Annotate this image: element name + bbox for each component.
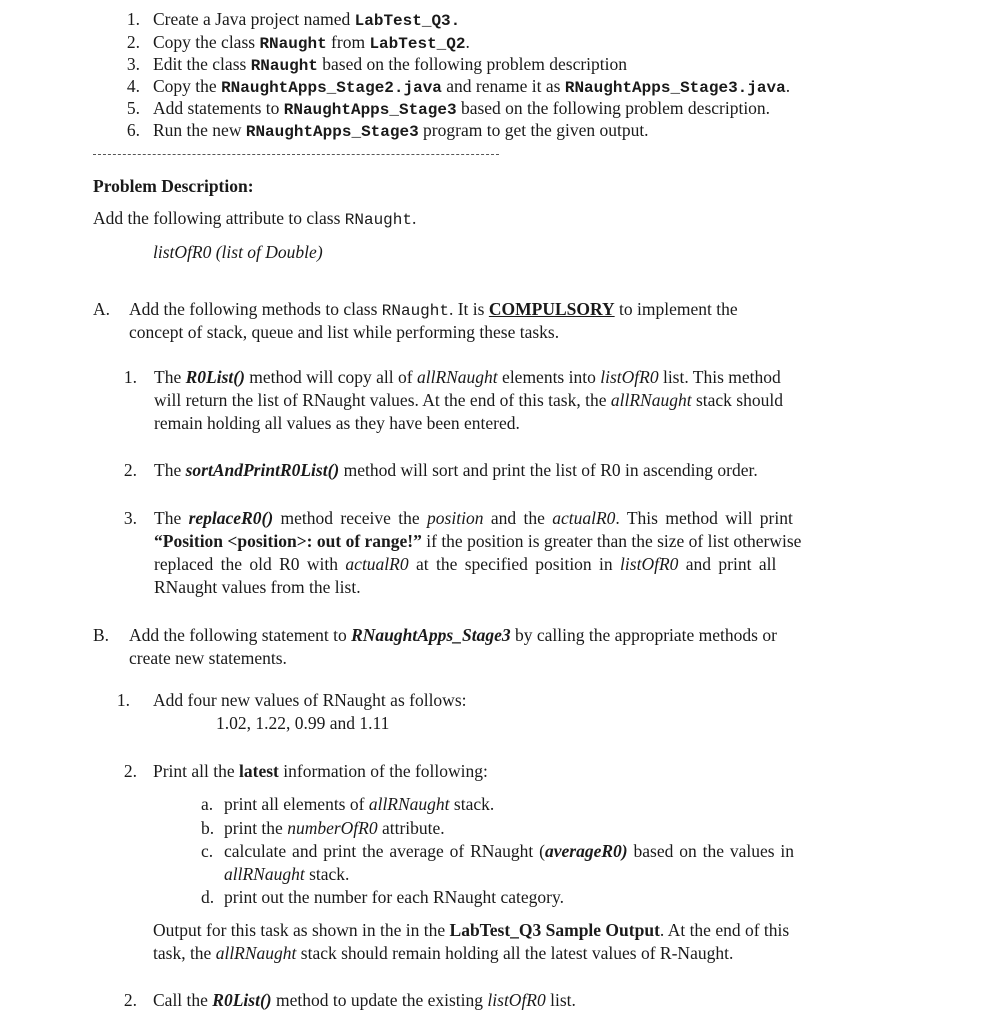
sub-label: c. (201, 841, 214, 861)
attribute-intro: Add the following attribute to class RNaught. (93, 208, 417, 229)
step-4: Copy the RNaughtApps_Stage2.java and rename it as RNaughtApps_Stage3.java. (153, 76, 791, 97)
sub-a: print all elements of allRNaught stack. (224, 794, 495, 814)
a3-line-4: RNaught values from the list. (154, 577, 361, 597)
item-number: 1. (116, 690, 130, 710)
sub-label: b. (201, 818, 215, 838)
a3-line-1: The replaceR0() method receive the position and the actualR0. This method will print (154, 508, 793, 528)
a2-line-1: The sortAndPrintR0List() method will sort and print the list of R0 in ascending order. (154, 460, 758, 480)
item-number: 2. (123, 990, 137, 1010)
section-b-label: B. (93, 625, 110, 645)
step-6: Run the new RNaughtApps_Stage3 program to get the given output. (153, 120, 649, 141)
step-number: 6. (126, 120, 140, 140)
step-number: 2. (126, 32, 140, 52)
b3-line-1: Call the R0List() method to update the existing listOfR0 list. (153, 990, 576, 1010)
step-number: 1. (126, 9, 140, 29)
b2-output-line-2: task, the allRNaught stack should remain holding all the latest values of R-Naught. (153, 943, 734, 963)
sub-b: print the numberOfR0 attribute. (224, 818, 445, 838)
a1-line-3: remain holding all values as they have been entered. (154, 413, 520, 433)
sub-c-line-2: allRNaught stack. (224, 864, 350, 884)
b1-values: 1.02, 1.22, 0.99 and 1.11 (216, 713, 390, 733)
step-3: Edit the class RNaught based on the following problem description (153, 54, 628, 75)
step-number: 4. (126, 76, 140, 96)
section-a-label: A. (93, 299, 111, 319)
item-number: 3. (123, 508, 137, 528)
problem-heading: Problem Description: (93, 176, 254, 196)
section-a-line-1: Add the following methods to class RNaught. It is COMPULSORY to implement the (129, 299, 738, 320)
section-b-line-1: Add the following statement to RNaughtApps_Stage3 by calling the appropriate methods or (129, 625, 777, 645)
a1-line-1: The R0List() method will copy all of allRNaught elements into listOfR0 list. This method (154, 367, 781, 387)
item-number: 2. (123, 761, 137, 781)
b1-line-1: Add four new values of RNaught as follows: (153, 690, 467, 710)
sub-label: a. (201, 794, 214, 814)
section-a-line-2: concept of stack, queue and list while performing these tasks. (129, 322, 560, 342)
step-1: Create a Java project named LabTest_Q3. (153, 9, 461, 30)
dashed-divider (93, 154, 499, 155)
attribute-item: listOfR0 (list of Double) (153, 242, 323, 262)
a3-line-2: “Position <position>: out of range!” if the position is greater than the size of list otherwise (154, 531, 802, 551)
item-number: 1. (123, 367, 137, 387)
b2-output-line-1: Output for this task as shown in the in the LabTest_Q3 Sample Output. At the end of this (153, 920, 790, 940)
step-number: 3. (126, 54, 140, 74)
a3-line-3: replaced the old R0 with actualR0 at the specified position in listOfR0 and print all (154, 554, 777, 574)
sub-c-line-1: calculate and print the average of RNaught (averageR0) based on the values in (224, 841, 795, 861)
section-b-line-2: create new statements. (129, 648, 287, 668)
step-2: Copy the class RNaught from LabTest_Q2. (153, 32, 470, 53)
item-number: 2. (123, 460, 137, 480)
step-5: Add statements to RNaughtApps_Stage3 based on the following problem description. (153, 98, 771, 119)
sub-d: print out the number for each RNaught category. (224, 887, 565, 907)
a1-line-2: will return the list of RNaught values. At the end of this task, the allRNaught stack should (154, 390, 783, 410)
sub-label: d. (201, 887, 215, 907)
b2-line-1: Print all the latest information of the following: (153, 761, 488, 781)
step-number: 5. (126, 98, 140, 118)
